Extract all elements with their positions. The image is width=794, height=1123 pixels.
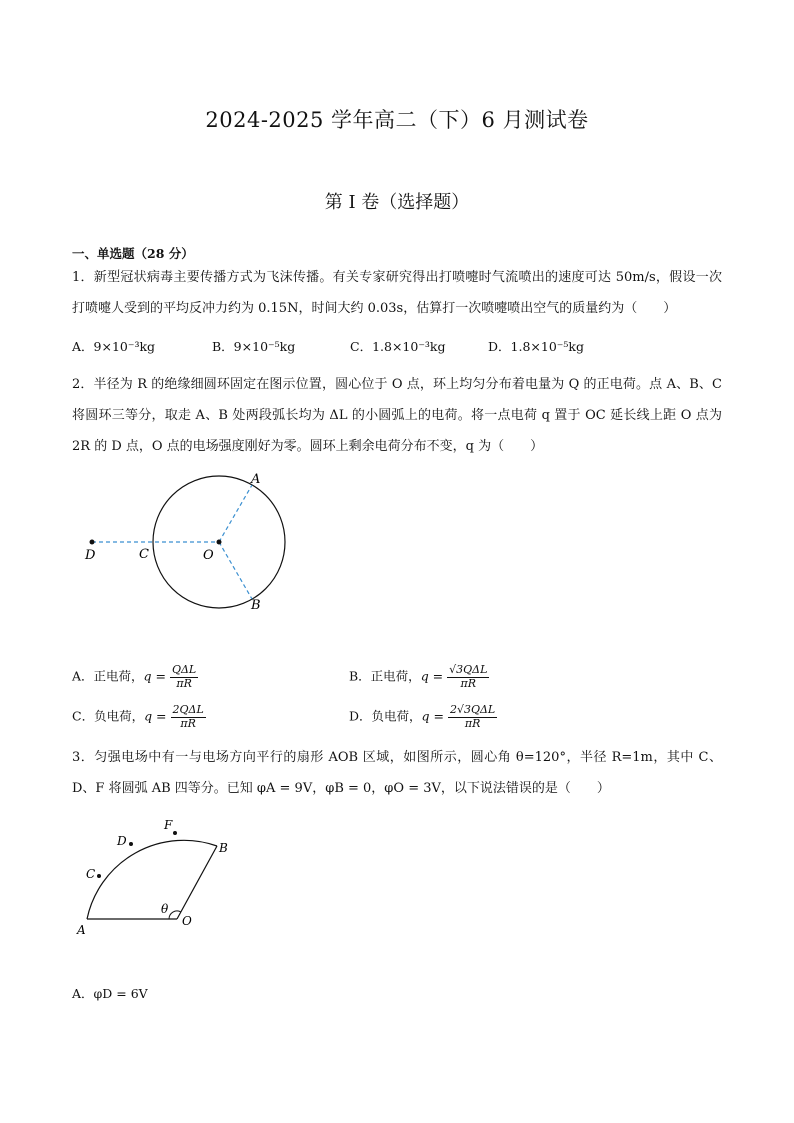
q2-option-a-prefix: A．正电荷， xyxy=(72,668,144,684)
q2-option-c-den: πR xyxy=(180,716,196,730)
q2-option-a-fraction xyxy=(170,664,198,690)
q2-option-b-fraction xyxy=(447,664,489,690)
section-heading: 一、单选题（28 分） xyxy=(72,246,194,261)
label-c: C xyxy=(86,867,96,881)
q1-option-b: B．9×10⁻⁵kg xyxy=(212,339,296,354)
q2-option-d-lhs: q = xyxy=(421,708,444,724)
q2-option-a-num: QΔL xyxy=(171,663,197,676)
q2-option-d-prefix: D．负电荷， xyxy=(349,708,422,724)
q2-option-b-num: √3QΔL xyxy=(449,663,488,676)
question-1-stem: 1．新型冠状病毒主要传播方式为飞沫传播。有关专家研究得出打喷嚏时气流喷出的速度可达 50m/s，假设一次打喷嚏人受到的平均反冲力约为 0.15N，时间大约 0.03s，估算打一次喷嚏喷出空气的质量约为（ ） xyxy=(72,270,722,316)
point-d-dot xyxy=(129,842,133,846)
label-b: B xyxy=(251,598,261,613)
q3-sector-figure xyxy=(72,812,242,940)
q2-option-c-prefix: C．负电荷， xyxy=(72,708,145,724)
point-c-dot xyxy=(97,874,101,878)
q3-option-a: A．φD = 6V xyxy=(72,986,148,1001)
q2-option-a-den: πR xyxy=(176,676,192,690)
dashed-line-o-to-b xyxy=(219,542,252,599)
label-d: D xyxy=(117,834,127,848)
question-3-stem: 3．匀强电场中有一与电场方向平行的扇形 AOB 区域，如图所示，圆心角 θ=120°，半径 R=1m，其中 C、D、F 将圆弧 AB 四等分。已知 φA = 9V，φB = 0，φO = 3V，以下说法错误的是（ ） xyxy=(72,750,722,796)
q2-option-c-lhs: q = xyxy=(144,708,167,724)
q2-option-c-fraction xyxy=(171,704,206,730)
q2-option-d-num: 2√3QΔL xyxy=(449,703,496,716)
point-d-dot xyxy=(90,540,95,545)
q2-option-c-num: 2QΔL xyxy=(172,703,204,716)
label-theta: θ xyxy=(161,902,169,916)
q1-option-c: C．1.8×10⁻³kg xyxy=(350,339,446,354)
label-d: D xyxy=(85,548,96,563)
q2-option-b-den: πR xyxy=(460,676,477,690)
page-title: 2024-2025 学年高二（下）6 月测试卷 xyxy=(205,108,589,132)
q2-option-d xyxy=(349,704,497,730)
label-a: A xyxy=(77,923,86,937)
question-2-stem: 2．半径为 R 的绝缘细圆环固定在图示位置，圆心位于 O 点，环上均匀分布着电量为 Q 的正电荷。点 A、B、C 将圆环三等分，取走 A、B 处两段弧长均为 ΔL 的小圆弧上的电荷。将一点电荷 q 置于 OC 延长线上距 O 点为 2R 的 D 点，O 点的电场强度刚好为零。圆环上剩余电荷分布不变，q 为（ ） xyxy=(72,377,722,454)
q2-option-b-lhs: q = xyxy=(420,668,444,684)
label-c: C xyxy=(139,547,149,562)
label-b: B xyxy=(219,841,228,855)
q2-option-d-fraction xyxy=(448,704,497,730)
volume-title: 第 I 卷（选择题） xyxy=(324,192,470,213)
label-f: F xyxy=(164,818,173,832)
q1-option-d: D．1.8×10⁻⁵kg xyxy=(488,339,584,354)
point-o-dot xyxy=(217,540,222,545)
q2-ring-figure xyxy=(78,466,308,618)
label-o: O xyxy=(182,914,192,928)
q2-option-d-den: πR xyxy=(464,716,481,730)
q2-option-a-lhs: q = xyxy=(143,668,166,684)
q2-option-c xyxy=(72,704,206,730)
label-o: O xyxy=(203,548,214,563)
radius-ob xyxy=(177,846,217,919)
q2-option-b-prefix: B．正电荷， xyxy=(349,668,421,684)
sector-arc-ab xyxy=(87,840,217,919)
q1-option-a: A．9×10⁻³kg xyxy=(72,339,156,354)
label-a: A xyxy=(251,472,261,487)
q2-option-a xyxy=(72,664,198,690)
point-f-dot xyxy=(173,831,177,835)
q2-option-b xyxy=(349,664,489,690)
dashed-line-o-to-a xyxy=(219,485,252,542)
